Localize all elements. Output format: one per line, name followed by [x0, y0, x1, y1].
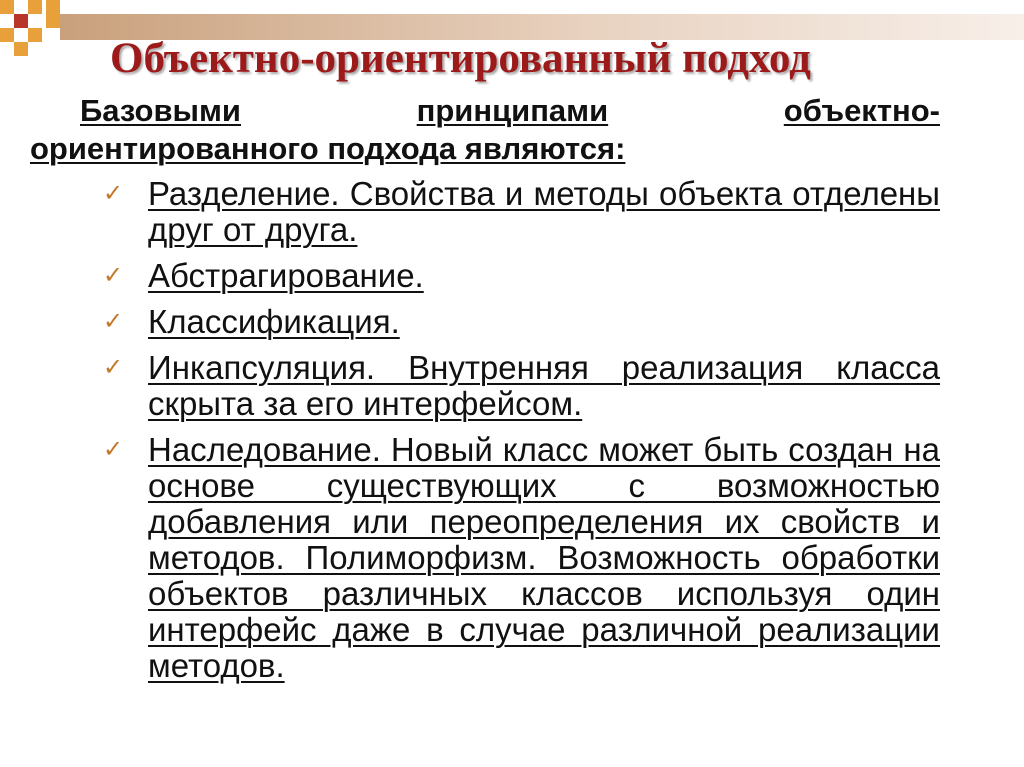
intro-line-2: ориентированного подхода являются: [30, 131, 626, 166]
checkmark-icon: ✓ [103, 262, 124, 289]
checkmark-icon: ✓ [103, 308, 124, 335]
decor-square [28, 28, 42, 42]
decor-square [28, 0, 42, 14]
slide-title: Объектно-ориентированный подход [110, 35, 811, 82]
checkmark-icon: ✓ [103, 354, 124, 381]
intro-word: объектно- [783, 93, 940, 128]
list-item-text: Разделение. Свойства и методы объекта отделены друг от друга. [148, 175, 940, 248]
list-item-text: Классификация. [148, 303, 400, 340]
list-item-text: Абстрагирование. [148, 257, 424, 294]
list-item-text: Инкапсуляция. Внутренняя реализация класса скрыта за его интерфейсом. [148, 349, 940, 422]
slide-content [30, 92, 940, 694]
list-item [103, 431, 940, 684]
list-item [103, 175, 940, 248]
decor-square [46, 0, 60, 14]
decor-square [0, 0, 14, 14]
list-item [103, 349, 940, 422]
intro-paragraph [30, 92, 940, 168]
list-item [103, 257, 940, 294]
list-item [103, 303, 940, 340]
intro-line-1 [30, 92, 940, 130]
principles-list [30, 176, 940, 684]
checkmark-icon: ✓ [103, 436, 124, 463]
decor-square [14, 42, 28, 56]
decor-square [14, 14, 28, 28]
intro-word: принципами [416, 93, 609, 128]
checkmark-icon: ✓ [103, 180, 124, 207]
decor-square [0, 28, 14, 42]
list-item-text: Наследование. Новый класс может быть создан на основе существующих с возможностью добавления или переопределения их свойств и методов. Полиморфизм. Возможность обработки объектов различных классов используя один интерфейс даже в случае различной реализации методов. [148, 431, 940, 684]
decor-square [46, 14, 60, 28]
intro-word: Базовыми [80, 93, 241, 128]
